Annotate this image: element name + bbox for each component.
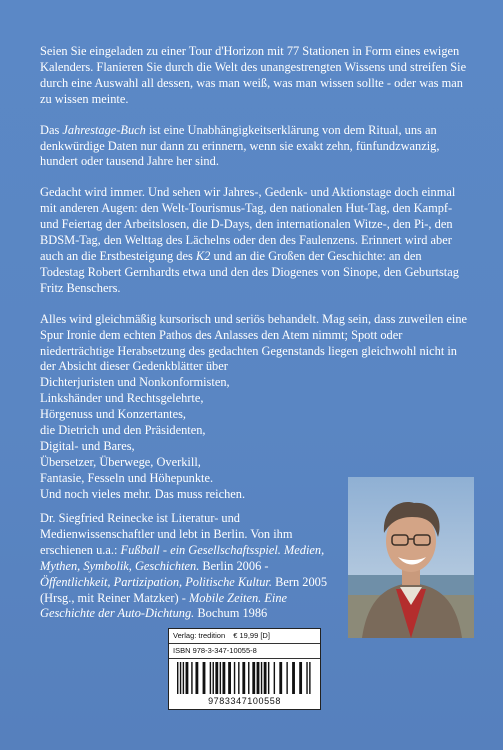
list-item: die Dietrich und den Präsidenten, [40, 423, 206, 438]
isbn: ISBN 978-3-347-10055-8 [173, 646, 257, 655]
barcode-number: 9783347100558 [208, 696, 281, 706]
back-cover-blurb [40, 44, 468, 503]
list-item: Digital- und Bares, [40, 438, 135, 453]
price: € 19,99 [D] [233, 631, 270, 640]
bio-title-1: Fußball - ein Gesellschaftsspiel. Medien, Mythen, Symbolik, Geschichten. [40, 542, 325, 573]
author-bio: Dr. Siegfried Reinecke ist Literatur- und Medienwissenschaftler und lebt in Berlin. Von ihm erschienen u.a.: Fußball - ein Gesellschaftsspiel. Medien, Mythen, Symbolik, Geschichten. Berlin 2006 - Öffentlichkeit, Partizipation, Politische Kultur. Bern 2005 (Hrsg., mit Reiner Matzker) - Mobile Zeiten. Eine Geschichte der Auto-Dichtung. Bochum 1986 [40, 511, 328, 621]
author-photo [348, 477, 474, 638]
barcode-label [168, 628, 321, 710]
k2-mention: K2 [195, 248, 211, 263]
list-item: Linkshänder und Rechtsgelehrte, [40, 391, 204, 406]
blurb-paragraph-4: Alles wird gleichmäßig kursorisch und seriös behandelt. Mag sein, dass zuweilen eine Spur Ironie dem echten Pathos des Anlasses den Atem nimmt; Spott oder niederträchtige Herabsetzung des gedachten Gegenstands liegen gleichwohl nicht in der Absicht dieser Gedenkblätter über [40, 311, 468, 374]
blurb-paragraph-2: Das Jahrestage-Buch ist eine Unabhängigkeitserklärung von dem Ritual, uns an denkwürdige Daten nur dann zu erinnern, wenn sie exakt zehn, fünfundzwanzig, hundert oder tausend Jahre her sind. [40, 122, 440, 169]
list-item: Dichterjuristen und Nonkonformisten, [40, 375, 230, 390]
list-item: Übersetzer, Überwege, Overkill, [40, 454, 201, 469]
bio-title-2: Öffentlichkeit, Partizipation, Politische Kultur. [40, 574, 272, 589]
list-item: Fantasie, Fesseln und Höhepunkte. [40, 470, 214, 485]
publisher-price-row [169, 629, 320, 644]
list-item: Hörgenuss und Konzertantes, [40, 407, 187, 422]
bio-title-3: Mobile Zeiten. Eine Geschichte der Auto-Dichtung. [40, 590, 288, 621]
blurb-paragraph-3: Gedacht wird immer. Und sehen wir Jahres-, Gedenk- und Aktionstage doch einmal mit anderen Augen: den Welt-Tourismus-Tag, den nationalen Hut-Tag, den Kampf- und Feiertag der Arbeitslosen, die D-Days, den internationalen Witze-, den Pi-, den BDSM-Tag, den Welttag des Lächelns oder den des Faulenzens. Erinnert wird aber auch an die Erstbesteigung des K2 und an die Großen der Geschichte: an den Todestag Robert Gernhardts etwa und den des Diogenes von Sinope, den Geburtstag Fritz Benschers. [40, 185, 459, 295]
blurb-paragraph-1: Seien Sie eingeladen zu einer Tour d'Horizon mit 77 Stationen in Form eines ewigen Kalenders. Flanieren Sie durch die Welt des unangestrengten Wissens und streifen Sie durch eine Auswahl all dessen, was man weiß, was man wissen sollte - oder was man zu wissen meinte. [40, 44, 467, 106]
book-title: Jahrestage-Buch [62, 122, 146, 137]
list-item: Und noch vieles mehr. Das muss reichen. [40, 486, 246, 501]
barcode-bars [175, 662, 314, 694]
isbn-row [169, 644, 320, 659]
publisher: Verlag: tredition [173, 631, 226, 640]
